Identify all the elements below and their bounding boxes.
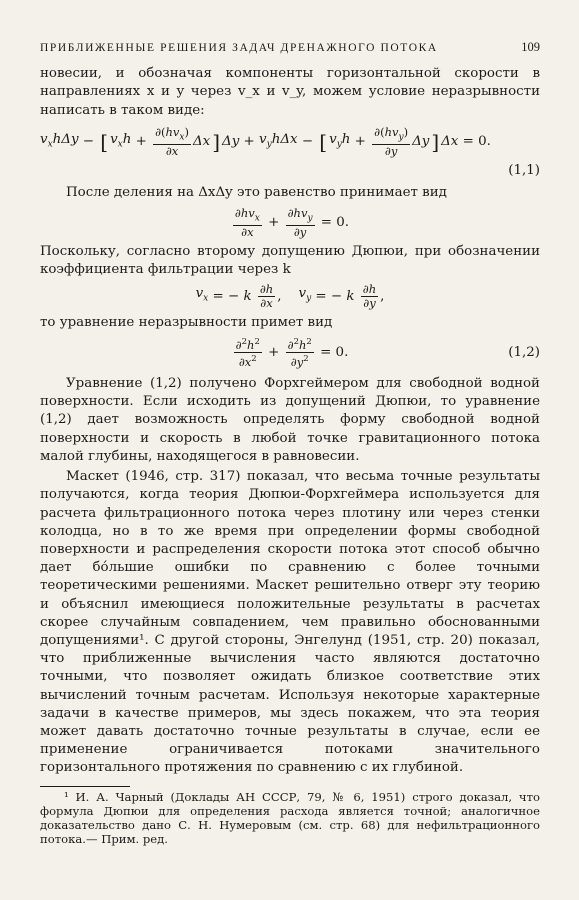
page-number: 109 bbox=[521, 40, 540, 54]
equation-continuity: $\frac{\partial hv_x}{\partial x}$ + $\frac{\partial hv_y}{\partial y}$ = 0. bbox=[234, 205, 350, 239]
running-header bbox=[40, 38, 540, 57]
equation-1-2-label: (1,2) bbox=[508, 344, 540, 360]
paragraph-5: Уравнение (1,2) получено Форхгеймером для свободной водной поверхности. Если исходить из допущений Дюпюи, то уравнение (1,2) дает возможность определять форму свободной водной поверхности и скорость в любой точке гравитационного потока малой глубины, находящегося в равновесии. bbox=[40, 376, 540, 464]
page bbox=[40, 38, 540, 846]
equation-velocities: $v_x$ = − k $\frac{\partial h}{\partial x}$ , $v_y$ = − k $\frac{\partial h}{\partial y}$ , bbox=[195, 282, 385, 311]
equation-1-1: $v_xh\Delta y$ − [ $v_xh$ + $\frac{\partial(hv_x)}{\partial x}$ Δx ] Δy + $v_yh\Delta x$ − [ $v_yh$ + $\frac{\partial(hv_y)}{\partial y}$ Δy ] Δx = 0. bbox=[40, 124, 491, 159]
equation-1-1-label: (1,1) bbox=[508, 163, 540, 179]
footnote bbox=[40, 790, 540, 847]
footnote-text: ¹ И. А. Чарный (Доклады АН СССР, 79, № 6, 1951) строго доказал, что формула Дюпюи для определения расхода является точной; аналогичное доказательство дано С. Н. Нумеровым (см. стр. 68) для нефильтрационного потока.— Прим. ред. bbox=[40, 789, 540, 847]
paragraph-2: После деления на ΔxΔy это равенство принимает вид bbox=[66, 185, 447, 201]
equation-1-1-label-row bbox=[40, 162, 540, 180]
footnote-divider bbox=[40, 786, 130, 787]
running-title: ПРИБЛИЖЕННЫЕ РЕШЕНИЯ ЗАДАЧ ДРЕНАЖНОГО ПОТОКА bbox=[40, 42, 438, 54]
paragraph-4: то уравнение неразрывности примет вид bbox=[40, 315, 333, 331]
paragraph-6: Маскет (1946, стр. 317) показал, что весьма точные результаты получаются, когда теория Дюпюи-Форхгеймера используется для расчета фильтрационного потока через плотину или через стенки колодца, но в то же время при определении формы свободной поверхности и распределения скорости потока этот способ обычно дает бо́льшие ошибки по сравнению с более точными теоретическими решениями. Маскет решительно отверг эту теорию и объяснил имеющиеся положительные результаты в расчетах скорее случайным совпадением, чем правильно обоснованными допущениями¹. С другой стороны, Энгелунд (1951, стр. 20) показал, что приближенные вычисления часто являются достаточно точными, что позволяет ожидать близкое соответствие этих вычислений точным расчетам. Используя некоторые характерные задачи в качестве примеров, мы здесь покажем, что эта теория может давать достаточно точные результаты в случае, если ее применение ограничивается потоками значительного горизонтального протяжения по сравнению с их глубиной. bbox=[40, 469, 540, 776]
paragraph-1: новесии, и обозначая компоненты горизонтальной скорости в направлениях x и y через v_x и v_y, можем условие неразрывности написать в таком виде: bbox=[40, 66, 540, 118]
paragraph-3: Поскольку, согласно второму допущению Дюпюи, при обозначении коэффициента фильтрации через k bbox=[40, 243, 540, 278]
equation-1-2: $\frac{\partial^2h^2}{\partial x^2}$ + $\frac{\partial^2h^2}{\partial y^2}$ = 0. (1,2) bbox=[235, 337, 540, 370]
